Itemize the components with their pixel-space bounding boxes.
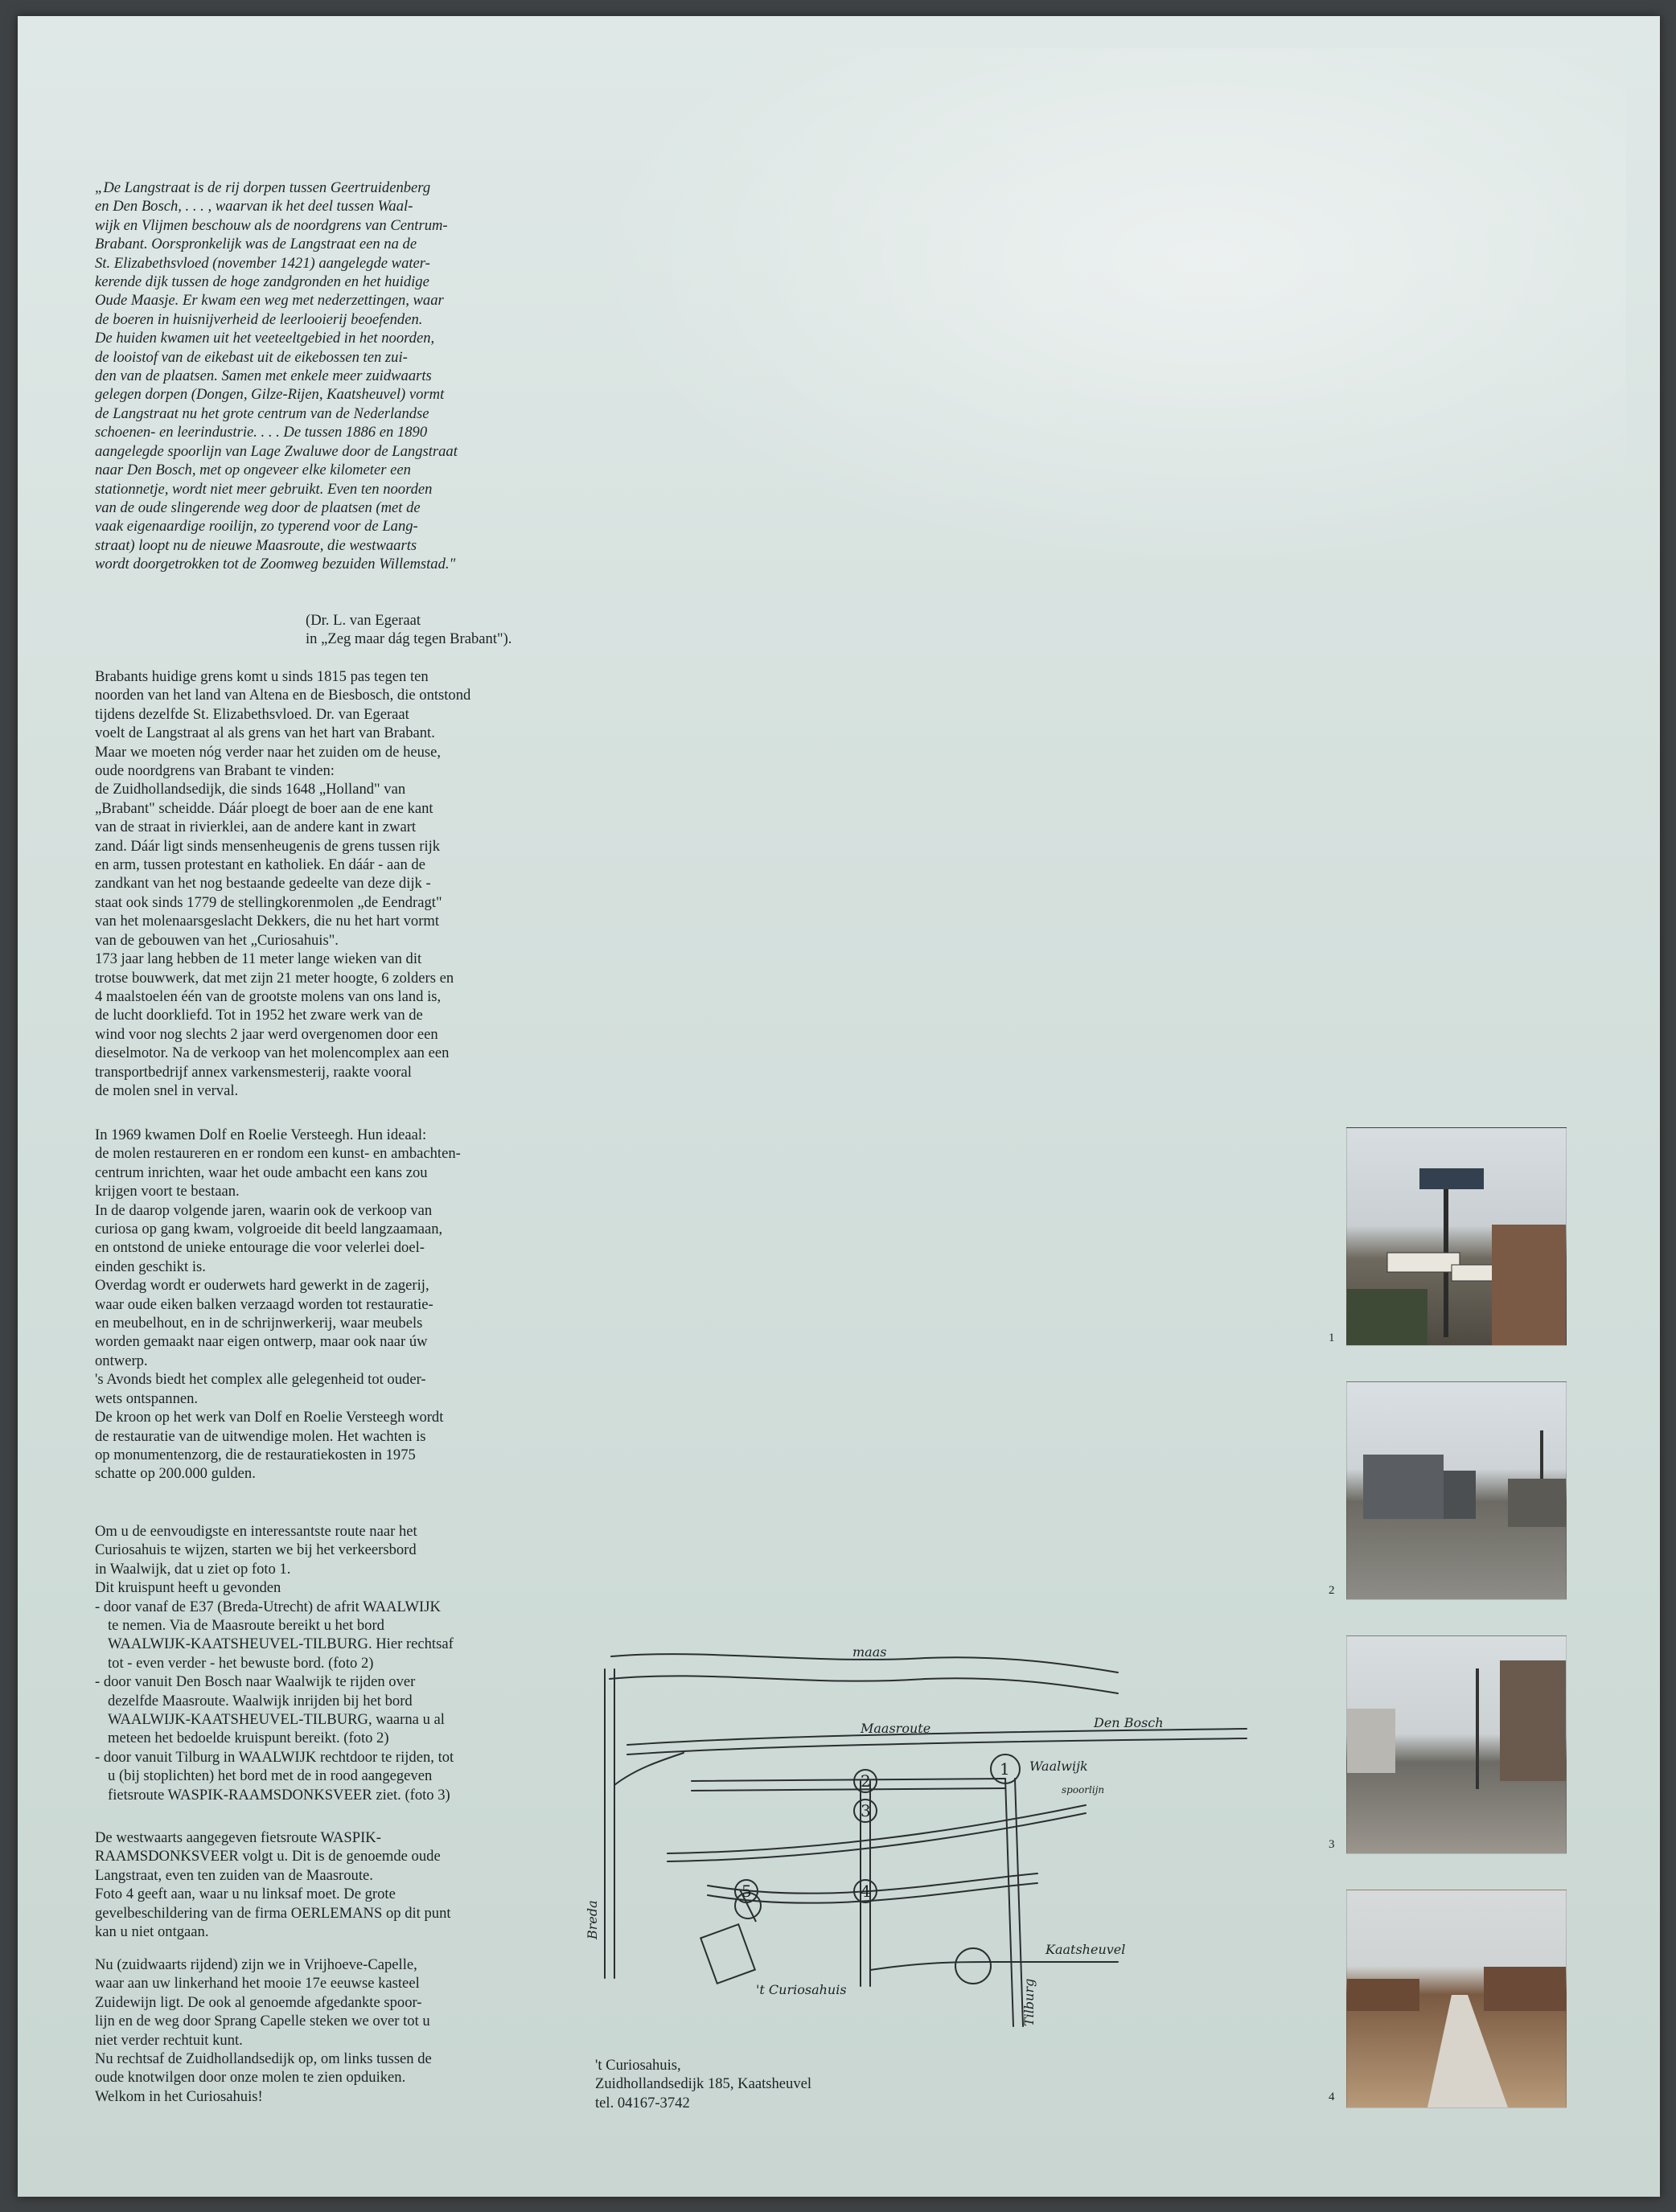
caption-line: Zuidhollandsedijk 185, Kaatsheuvel (595, 2075, 812, 2093)
label-maasroute: Maasroute (861, 1721, 931, 1736)
quote-line: wordt doorgetrokken tot de Zoomweg bezuiden Willemstad." (95, 556, 456, 573)
body-line: 173 jaar lang hebben de 11 meter lange wieken van dit (95, 950, 422, 968)
body-line: tot - even verder - het bewuste bord. (foto 2) (108, 1654, 374, 1672)
body-line: WAALWIJK-KAATSHEUVEL-TILBURG, waarna u al (108, 1711, 445, 1729)
photo-1 (1346, 1127, 1567, 1346)
body-line: curiosa op gang kwam, volgroeide dit beeld langzaamaan, (95, 1221, 443, 1238)
body-line: ontwerp. (95, 1352, 148, 1369)
body-line: - door vanaf de E37 (Breda-Utrecht) de afrit WAALWIJK (95, 1598, 441, 1615)
body-line: Brabants huidige grens komt u sinds 1815 pas tegen ten (95, 668, 429, 685)
body-line: Om u de eenvoudigste en interessantste route naar het (95, 1523, 417, 1540)
body-line: In 1969 kwamen Dolf en Roelie Versteegh. Hun ideaal: (95, 1127, 427, 1143)
body-line: kan u niet ontgaan. (95, 1923, 209, 1941)
body-line: van de gebouwen van het „Curiosahuis". (95, 931, 339, 949)
dike-photo-drawing (1347, 1890, 1566, 2107)
paper-sheen (581, 48, 1626, 571)
quote-line: naar Den Bosch, met op ongeveer elke kilometer een (95, 462, 411, 479)
body-line: zandkant van het nog bestaande gedeelte van deze dijk - (95, 875, 431, 893)
body-line: meteen het bedoelde kruispunt bereikt. (foto 2) (108, 1730, 389, 1747)
body-line: de Zuidhollandsedijk, die sinds 1648 „Holland" van (95, 781, 406, 798)
welcome-paragraph (95, 1956, 569, 2106)
body-line: worden gemaakt naar eigen ontwerp, maar ook naar úw (95, 1333, 428, 1351)
body-line: Foto 4 geeft aan, waar u nu linksaf moet. De grote (95, 1886, 396, 1903)
tilburg-road (1005, 1779, 1013, 2026)
caption-line: tel. 04167-3742 (595, 2094, 690, 2111)
route-map (587, 1640, 1247, 2042)
body-line: Welkom in het Curiosahuis! (95, 2087, 263, 2105)
quote-line: de looistof van de eikebast uit de eikebossen ten zui- (95, 348, 408, 366)
body-line: oude knotwilgen door onze molen te zien opduiken. (95, 2069, 406, 2087)
body-line: op monumentenzorg, die de restauratiekosten in 1975 (95, 1446, 416, 1463)
body-line: niet verder rechtuit kunt. (95, 2031, 243, 2049)
body-line: RAAMSDONKSVEER volgt u. Dit is de genoemde oude (95, 1848, 441, 1865)
label-den-bosch: Den Bosch (1094, 1715, 1164, 1730)
body-line: schatte op 200.000 gulden. (95, 1465, 256, 1483)
label-waalwijk: Waalwijk (1029, 1759, 1088, 1774)
mill-drawing (700, 1890, 761, 1984)
body-line: voelt de Langstraat al als grens van het hart van Brabant. (95, 724, 435, 742)
quote-line: den van de plaatsen. Samen met enkele meer zuidwaarts (95, 367, 432, 385)
photo-4 (1346, 1890, 1567, 2108)
quote-line: St. Elizabethsvloed (november 1421) aangelegde water- (95, 254, 430, 272)
body-line: waar oude eiken balken verzaagd worden tot restauratie- (95, 1295, 433, 1313)
body-line: en ontstond de unieke entourage die voor velerlei doel- (95, 1239, 425, 1257)
body-line: 's Avonds biedt het complex alle gelegenheid tot ouder- (95, 1371, 426, 1389)
body-line: en meubelhout, en in de schrijnwerkerij, waar meubels (95, 1315, 423, 1332)
body-line: „Brabant" scheidde. Dáár ploegt de boer aan de ene kant (95, 799, 433, 817)
street-photo-drawing (1347, 1382, 1566, 1599)
street-photo-drawing (1347, 1636, 1566, 1853)
body-line: Overdag wordt er ouderwets hard gewerkt in de zagerij, (95, 1277, 429, 1295)
fietsroute-paragraph (95, 1828, 569, 1941)
body-line: einden geschikt is. (95, 1258, 206, 1275)
quote-line: vaak eigenaardige rooilijn, zo typerend voor de Lang- (95, 518, 418, 536)
body-line: de molen restaureren en er rondom een kunst- en ambachten- (95, 1145, 461, 1163)
kaatsheuvel-road (870, 1962, 989, 1970)
quote-line: Brabant. Oorspronkelijk was de Langstraat een na de (95, 236, 417, 253)
body-line: Maar we moeten nóg verder naar het zuiden om de heuse, (95, 743, 442, 761)
body-line: trotse bouwwerk, dat met zijn 21 meter hoogte, 6 zolders en (95, 969, 454, 987)
quote-line: gelegen dorpen (Dongen, Gilze-Rijen, Kaatsheuvel) vormt (95, 386, 445, 404)
river-bank (610, 1676, 1118, 1693)
body-line: tijdens dezelfde St. Elizabethsvloed. Dr. van Egeraat (95, 705, 409, 723)
body-line: te nemen. Via de Maasroute bereikt u het bord (108, 1617, 384, 1635)
body-line: lijn en de weg door Sprang Capelle steken we over tot u (95, 2013, 430, 2030)
quote-line: schoenen- en leerindustrie. . . . De tussen 1886 en 1890 (95, 424, 428, 441)
maasroute-road (627, 1738, 1247, 1754)
quote-attribution (306, 611, 511, 649)
body-line: De kroon op het werk van Dolf en Roelie Versteegh wordt (95, 1409, 444, 1426)
body-line: Zuidewijn ligt. De ook al genoemde afgedankte spoor- (95, 1993, 422, 2011)
quote-text (95, 179, 569, 574)
photo-number: 3 (1329, 1838, 1335, 1851)
quote-line: De huiden kwamen uit het veeteeltgebied in het noorden, (95, 330, 435, 347)
body-line: de molen snel in verval. (95, 1081, 239, 1099)
quote-line: „De Langstraat is de rij dorpen tussen Geertruidenberg (95, 179, 431, 196)
body-line: Langstraat, even ten zuiden van de Maasroute. (95, 1866, 373, 1884)
quote-line: van de oude slingerende weg door de plaatsen (met de (95, 499, 421, 516)
marker-label: 2 (861, 1771, 871, 1791)
body-line: 4 maalstoelen één van de grootste molens van ons land is, (95, 987, 442, 1005)
body-line: fietsroute WASPIK-RAAMSDONKSVEER ziet. (foto 3) (108, 1786, 450, 1804)
body-line: de lucht doorkliefd. Tot in 1952 het zware werk van de (95, 1007, 423, 1024)
history-paragraph (95, 667, 569, 1100)
body-line: Nu rechtsaf de Zuidhollandsedijk op, om links tussen de (95, 2050, 432, 2068)
body-line: waar aan uw linkerhand het mooie 17e eeuwse kasteel (95, 1975, 420, 1992)
label-breda: Breda (585, 1900, 600, 1939)
marker-label: 1 (1000, 1759, 1010, 1779)
body-line: van de straat in rivierklei, aan de andere kant in zwart (95, 819, 417, 836)
label-maas: maas (852, 1644, 887, 1660)
marker-label: 3 (861, 1801, 871, 1820)
photo-number: 2 (1329, 1584, 1335, 1597)
versteegh-paragraph (95, 1126, 569, 1484)
body-line: en arm, tussen protestant en katholiek. En dáár - aan de (95, 856, 425, 874)
body-line: De westwaarts aangegeven fietsroute WASPIK- (95, 1829, 381, 1846)
marker-label: 4 (861, 1882, 871, 1901)
body-line: Curiosahuis te wijzen, starten we bij het verkeersbord (95, 1541, 417, 1559)
photo-number: 4 (1329, 2091, 1335, 2103)
body-line: u (bij stoplichten) het bord met de in rood aangegeven (108, 1767, 433, 1785)
label-spoorlijn: spoorlijn (1062, 1784, 1105, 1795)
body-line: noorden van het land van Altena en de Biesbosch, die ontstond (95, 687, 471, 704)
photo-number: 1 (1329, 1332, 1335, 1344)
body-line: dezelfde Maasroute. Waalwijk inrijden bij het bord (108, 1692, 413, 1709)
ramp (614, 1753, 684, 1785)
body-line: in Waalwijk, dat u ziet op foto 1. (95, 1560, 291, 1578)
label-kaatsheuvel: Kaatsheuvel (1045, 1942, 1126, 1957)
body-line: de restauratie van de uitwendige molen. Het wachten is (95, 1427, 426, 1445)
label-curiosahuis: 't Curiosahuis (756, 1982, 847, 1997)
quote-line: de boeren in huisnijverheid de leerlooierij beoefenden. (95, 310, 423, 328)
body-line: wind voor nog slechts 2 jaar werd overgenomen door een (95, 1025, 438, 1043)
body-line: oude noordgrens van Brabant te vinden: (95, 762, 335, 780)
route-paragraph (95, 1522, 569, 1804)
body-line: dieselmotor. Na de verkoop van het molencomplex aan een (95, 1044, 450, 1062)
quote-line: Oude Maasje. Er kwam een weg met nederzettingen, waar (95, 292, 444, 310)
railway (668, 1813, 1086, 1861)
maasroute-road (627, 1729, 1247, 1745)
photo-2 (1346, 1381, 1567, 1600)
quote-line: de Langstraat nu het grote centrum van de Nederlandse (95, 404, 429, 422)
waalwijk-street (692, 1779, 1005, 1781)
signpost-photo-drawing (1347, 1128, 1566, 1345)
body-line: transportbedrijf annex varkensmesterij, raakte vooral (95, 1063, 412, 1081)
quote-line: stationnetje, wordt niet meer gebruikt. Even ten noorden (95, 480, 433, 498)
body-line: centrum inrichten, waar het oude ambacht een kans zou (95, 1163, 428, 1181)
body-line: staat ook sinds 1779 de stellingkorenmolen „de Eendragt" (95, 893, 442, 911)
marker-label: 5 (741, 1882, 752, 1901)
attribution-line: (Dr. L. van Egeraat (306, 612, 421, 629)
body-line: Dit kruispunt heeft u gevonden (95, 1579, 281, 1597)
quote-line: kerende dijk tussen de hoge zandgronden en het huidige (95, 273, 429, 291)
quote-line: wijk en Vlijmen beschouw als de noordgrens van Centrum- (95, 216, 448, 234)
body-line: Nu (zuidwaarts rijdend) zijn we in Vrijhoeve-Capelle, (95, 1956, 417, 1973)
body-line: krijgen voort te bestaan. (95, 1183, 240, 1200)
caption-line: 't Curiosahuis, (595, 2057, 681, 2074)
body-line: zand. Dáár ligt sinds mensenheugenis de grens tussen rijk (95, 837, 441, 855)
quote-line: en Den Bosch, . . . , waarvan ik het deel tussen Waal- (95, 198, 413, 215)
body-line: - door vanuit Tilburg in WAALWIJK rechtdoor te rijden, tot (95, 1748, 454, 1766)
body-line: In de daarop volgende jaren, waarin ook de verkoop van (95, 1201, 433, 1219)
photo-3 (1346, 1635, 1567, 1854)
quote-line: straat) loopt nu de nieuwe Maasroute, die westwaarts (95, 536, 417, 554)
label-tilburg: Tilburg (1021, 1978, 1037, 2026)
address-caption (595, 2056, 811, 2112)
body-line: wets ontspannen. (95, 1389, 199, 1407)
roundabout (955, 1948, 991, 1984)
waalwijk-street (692, 1788, 1005, 1791)
body-line: gevelbeschildering van de firma OERLEMANS op dit punt (95, 1904, 451, 1922)
body-line: van het molenaarsgeslacht Dekkers, die nu het hart vormt (95, 913, 440, 930)
attribution-line: in „Zeg maar dág tegen Brabant"). (306, 630, 512, 648)
body-line: - door vanuit Den Bosch naar Waalwijk te rijden over (95, 1673, 416, 1691)
quote-line: aangelegde spoorlijn van Lage Zwaluwe door de Langstraat (95, 442, 458, 460)
body-line: WAALWIJK-KAATSHEUVEL-TILBURG. Hier rechtsaf (108, 1635, 454, 1653)
